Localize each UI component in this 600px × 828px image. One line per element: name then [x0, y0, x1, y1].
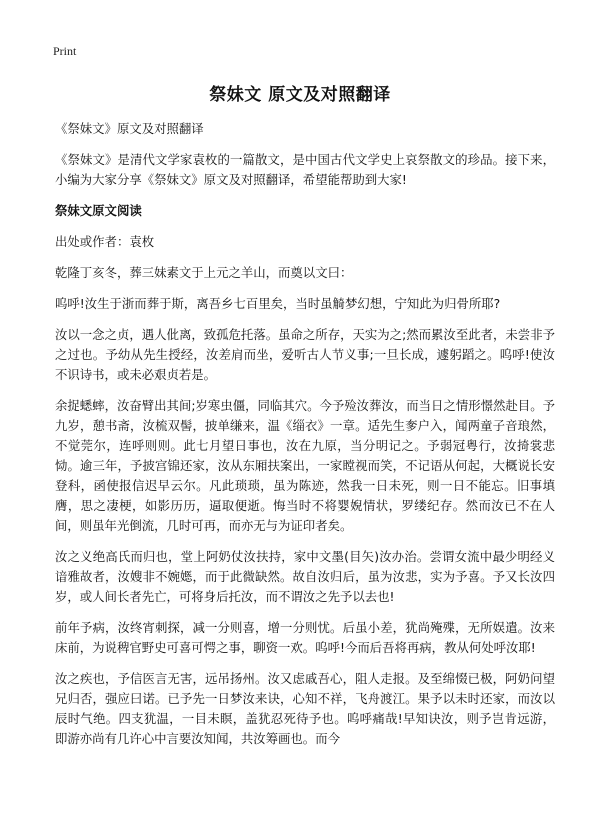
intro-paragraph: 《祭妹文》是清代文学家袁枚的一篇散文，是中国古代文学史上哀祭散文的珍品。接下来，小编为大家分享《祭妹文》原文及对照翻译，希望能帮助到大家! — [55, 152, 555, 187]
paragraph-5: 汝之义绝高氏而归也，堂上阿奶仗汝扶持，家中文墨(目矢)汝办治。尝谓女流中最少明经义谙雅故者，汝嫂非不婉嫕，而于此微缺然。故自汝归后，虽为汝悲，实为予喜。予又长汝四岁，或人间长者先亡，可将身后托汝，而不谓汝之先予以去也! — [55, 549, 555, 604]
paragraph-1: 乾隆丁亥冬，葬三妹素文于上元之羊山，而奠以文曰： — [55, 265, 353, 280]
paragraph-6: 前年予病，汝终宵刺探，减一分则喜，增一分则忧。后虽小差，犹尚殗殜，无所娱遣。汝来床前，为说稗官野史可喜可愕之事，聊资一欢。呜呼!今而后吾将再病，教从何处呼汝耶! — [55, 620, 555, 655]
paragraph-7: 汝之疾也，予信医言无害，远吊扬州。汝又虑戚吾心，阻人走报。及至绵惙已极，阿奶问望兄归否，强应曰诺。已予先一日梦汝来诀，心知不祥，飞舟渡江。果予以未时还家，而汝以辰时气绝。四支犹温，一目未瞑，盖犹忍死待予也。呜呼痛哉!早知诀汝，则予岂肯远游，即游亦尚有几许心中言要汝知闻，共汝筹画也。而今 — [55, 671, 555, 746]
paragraph-2: 呜呼!汝生于浙而葬于斯，离吾乡七百里矣，当时虽觭梦幻想，宁知此为归骨所耶? — [55, 296, 501, 311]
page-title: 祭妹文 原文及对照翻译 — [209, 85, 391, 105]
paragraph-4: 余捉蟋蟀，汝奋臂出其间;岁寒虫僵，同临其穴。今予殓汝葬汝，而当日之情形憬然赴目。予九岁，憩书斋，汝梳双髻，披单缣来，温《缁衣》一章。适先生奓户入，闻两童子音琅然，不觉莞尔，连呼则则。此七月望日事也，汝在九原，当分明记之。予弱冠粤行，汝掎裳悲恸。逾三年，予披宫锦还家，汝从东厢扶案出，一家瞠视而笑，不记语从何起，大概说长安登科，函使报信迟早云尔。凡此琐琐，虽为陈迹，然我一日未死，则一日不能忘。旧事填膺，思之凄梗，如影历历，逼取便逝。悔当时不将婴婗情状，罗缕纪存。然而汝已不在人间，则虽年光倒流，几时可再，而亦无与为证印者矣。 — [55, 398, 555, 533]
article-body — [55, 119, 555, 760]
print-link[interactable]: Print — [53, 44, 77, 58]
subtitle: 《祭妹文》原文及对照翻译 — [55, 121, 204, 136]
section-heading: 祭妹文原文阅读 — [55, 203, 142, 218]
author-line: 出处或作者：袁枚 — [55, 234, 155, 249]
paragraph-3: 汝以一念之贞，遇人仳离，致孤危托落。虽命之所存，天实为之;然而累汝至此者，未尝非予之过也。予幼从先生授经，汝差肩而坐，爱听古人节义事;一旦长成，遽躬蹈之。呜呼!使汝不识诗书，或未必艰贞若是。 — [55, 327, 555, 382]
